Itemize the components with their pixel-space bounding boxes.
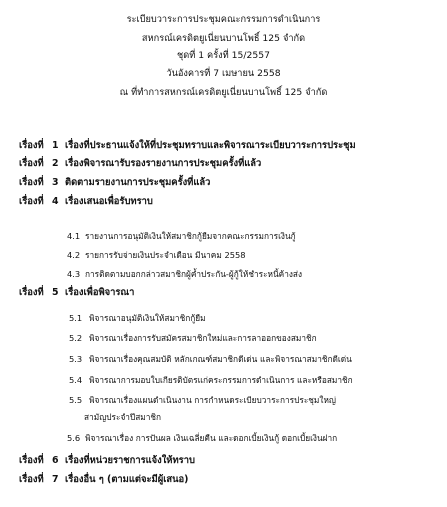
agenda-item-title: ติดตามรายงานการประชุมครั้งที่แล้ว [65,177,211,188]
sub-item-number: 5.2 [69,333,83,343]
agenda-item-number: 3 [52,177,59,188]
sub-item-text: พิจารณาเรื่องการรับสมัครสมาชิกใหม่และการลาออกของสมาชิก [89,333,317,343]
agenda-item-title: เรื่องที่หน่วยราชการแจ้งให้ทราบ [65,455,195,466]
cooperative-name: สหกรณ์เครดิตยูเนี่ยนบานโพธิ์ 125 จำกัด [141,33,306,44]
sub-item-4-2 [0,248,447,262]
sub-item-number: 5.1 [69,313,83,323]
sub-item-number: 5.3 [69,354,83,364]
agenda-item-label: เรื่องที่ [19,140,44,151]
sub-item-text: พิจารณาเรื่อง การปันผล เงินเฉลี่ยคืน และดอกเบี้ยเงินกู้ ดอกเบี้ยเงินฝาก [85,433,338,443]
sub-item-text: รายการรับจ่ายเงินประจำเดือน มีนาคม 2558 [85,250,246,260]
sub-item-number: 5.4 [69,375,83,385]
agenda-item-title: เรื่องเพื่อพิจารณา [65,287,135,298]
sub-item-5-5 [0,393,447,407]
agenda-item-label: เรื่องที่ [19,474,44,485]
agenda-item-1 [0,139,447,153]
agenda-item-6 [0,454,447,468]
agenda-item-label: เรื่องที่ [19,177,44,188]
agenda-item-title: เรื่องพิจารณารับรองรายงานการประชุมครั้งที่แล้ว [65,158,262,169]
sub-item-number: 4.1 [67,231,81,241]
agenda-item-title: เรื่องเสนอเพื่อรับทราบ [65,196,153,207]
sub-item-5-3 [0,352,447,366]
sub-item-4-3 [0,267,447,281]
sub-item-text: พิจารณาอนุมัติเงินให้สมาชิกกู้ยืม [89,313,206,323]
agenda-item-label: เรื่องที่ [19,196,44,207]
sub-item-5-5-continuation [0,410,447,424]
sub-item-5-2 [0,331,447,345]
agenda-item-number: 6 [52,455,59,466]
agenda-item-2 [0,157,447,171]
sub-item-4-1 [0,229,447,243]
agenda-item-5 [0,286,447,300]
meeting-date: วันอังคารที่ 7 เมษายน 2558 [166,68,281,79]
sub-item-5-4 [0,373,447,387]
sub-item-text: การติดตามบอกกล่าวสมาชิกผู้ค้ำประกัน-ผู้กู้ให้ชำระหนี้ค้างส่ง [85,269,303,279]
sub-item-number: 5.5 [69,395,83,405]
agenda-item-number: 5 [52,287,59,298]
agenda-item-title: เรื่องที่ประธานแจ้งให้ที่ประชุมทราบและพิจารณาระเบียบวาระการประชุม [65,140,356,151]
sub-item-number: 5.6 [67,433,81,443]
agenda-item-number: 7 [52,474,59,485]
agenda-item-label: เรื่องที่ [19,455,44,466]
sub-item-text: รายงานการอนุมัติเงินให้สมาชิกกู้ยืมจากคณะกรรมการเงินกู้ [85,231,296,241]
session-number: ชุดที่ 1 ครั้งที่ 15/2557 [177,50,270,61]
sub-item-text: พิจารณาการมอบใบเกียรติบัตรแก่คระกรรมการดำเนินการ และหรือสมาชิก [89,375,353,385]
sub-item-5-1 [0,311,447,325]
sub-item-text: สามัญประจำปีสมาชิก [84,412,162,422]
agenda-item-number: 4 [52,196,59,207]
document-title: ระเบียบวาระการประชุมคณะกรรมการดำเนินการ [126,14,321,25]
sub-item-5-6 [0,431,447,445]
sub-item-text: พิจารณาเรื่องแผนดำเนินงาน การกำหนดระเบียบวาระการประชุมใหญ่ [89,395,336,405]
agenda-item-label: เรื่องที่ [19,158,44,169]
agenda-item-number: 2 [52,158,59,169]
meeting-location: ณ ที่ทำการสหกรณ์เครดิตยูเนี่ยนบานโพธิ์ 125 จำกัด [119,87,328,98]
agenda-item-number: 1 [52,140,59,151]
sub-item-number: 4.2 [67,250,81,260]
sub-item-text: พิจารณาเรื่องคุณสมบัติ หลักเกณฑ์สมาชิกดีเด่น และพิจารณาสมาชิกดีเด่น [89,354,352,364]
sub-item-number: 4.3 [67,269,81,279]
agenda-item-title: เรื่องอื่น ๆ (ตามแต่จะมีผู้เสนอ) [65,474,189,485]
agenda-item-7 [0,473,447,487]
agenda-item-3 [0,176,447,190]
agenda-item-4 [0,195,447,209]
agenda-item-label: เรื่องที่ [19,287,44,298]
